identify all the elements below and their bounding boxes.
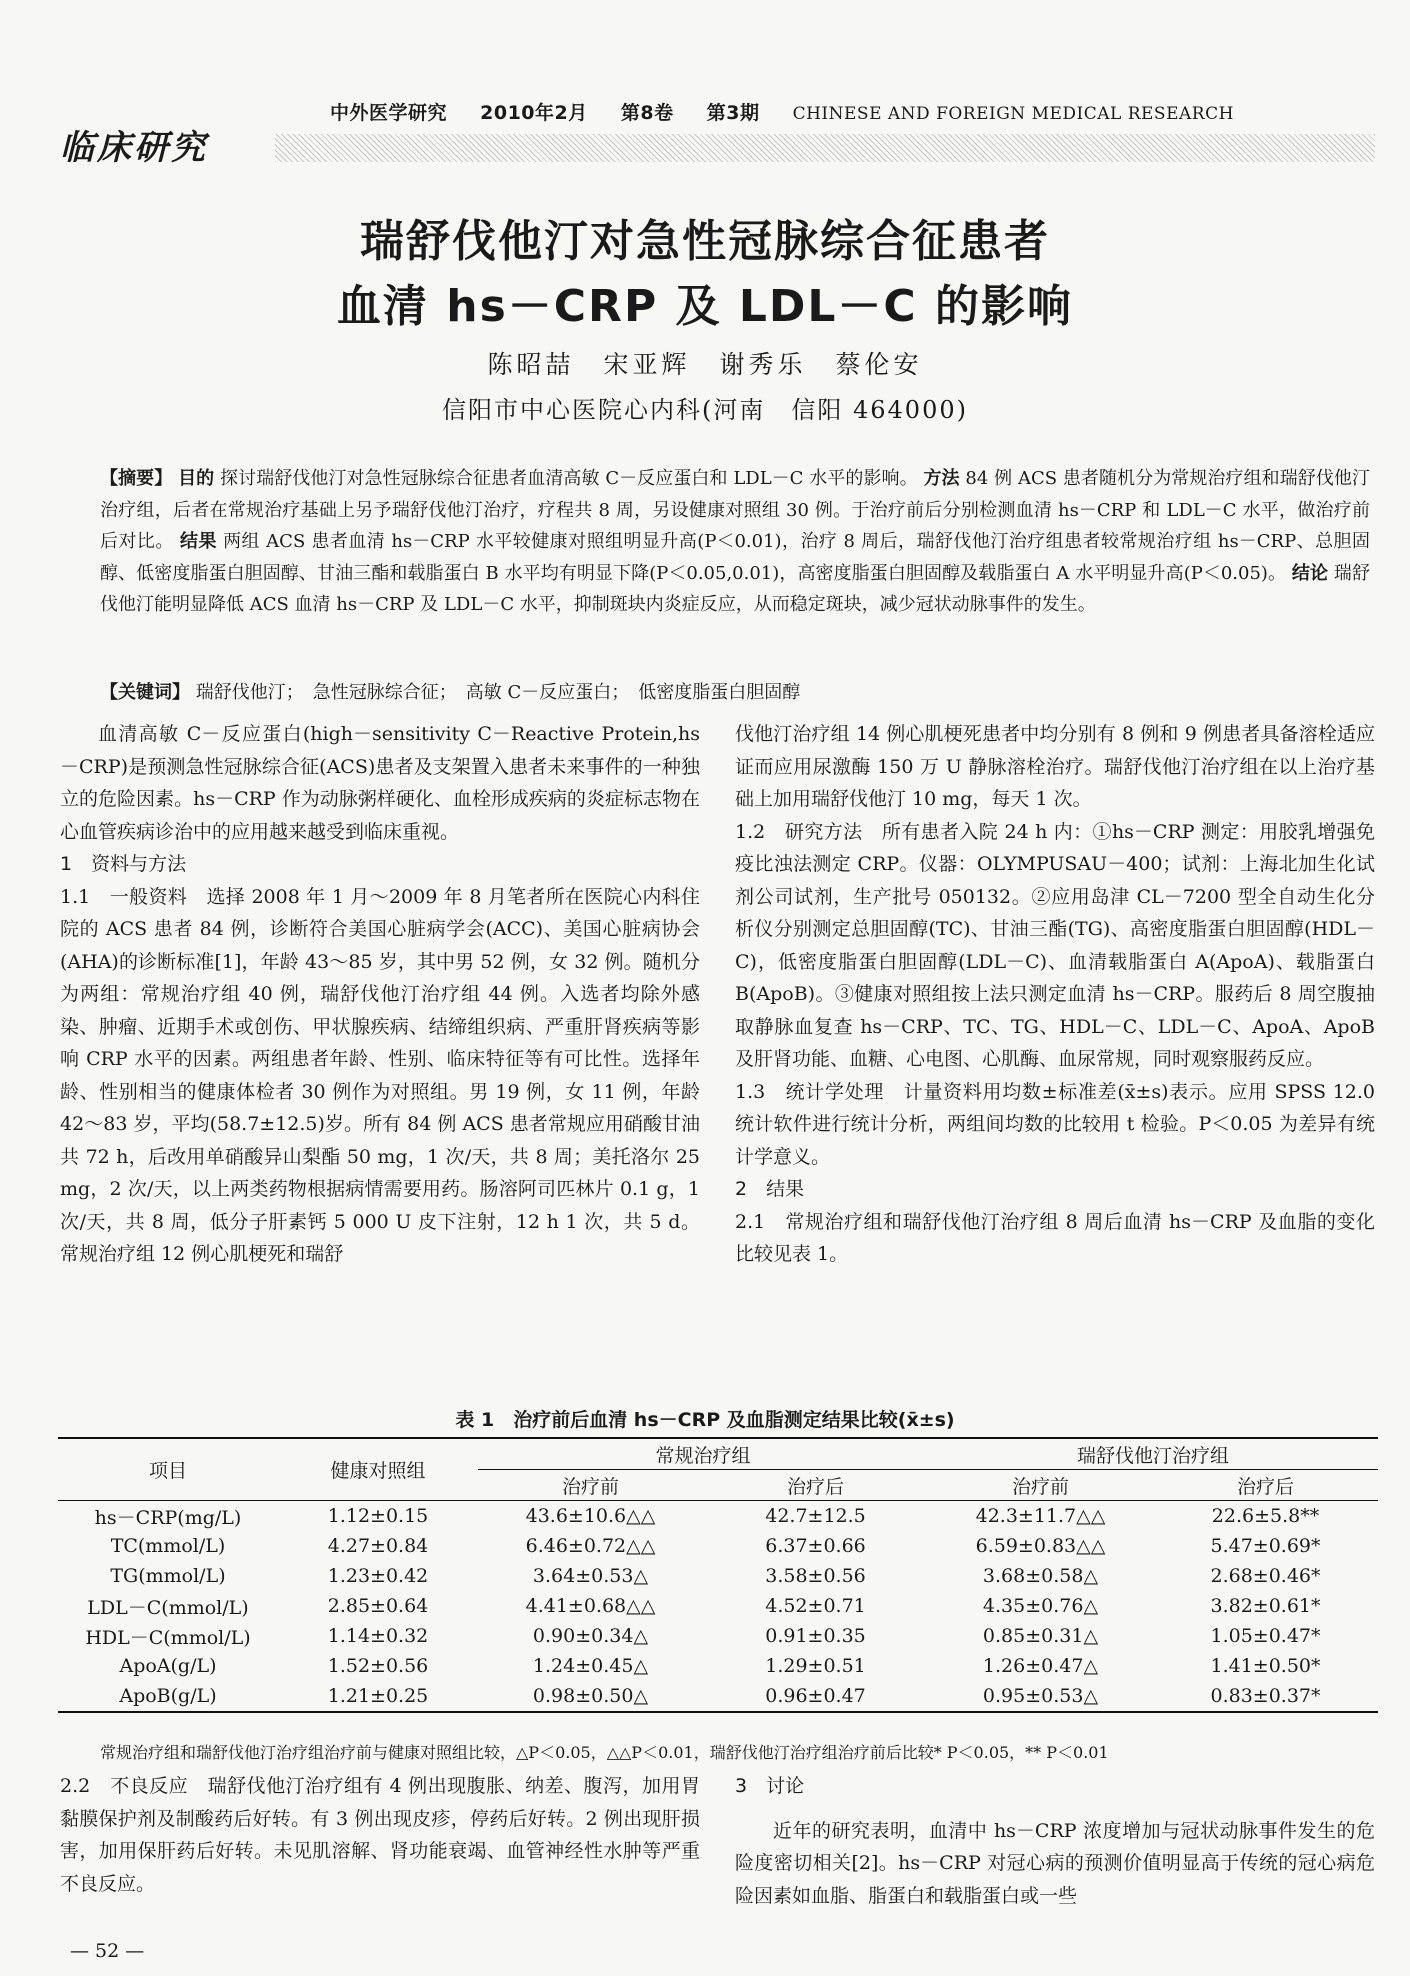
table-cell-g2a: 22.6±5.8** [1153, 1501, 1378, 1532]
header-control: 健康对照组 [278, 1438, 478, 1501]
conclusion-label: 结论 [1291, 562, 1329, 584]
section-heading-3: 3 讨论 [735, 1775, 805, 1797]
table-cell-g1b: 43.6±10.6△△ [478, 1501, 703, 1532]
table-cell-g2b: 3.68±0.58△ [982, 1565, 1099, 1587]
journal-name-en: CHINESE AND FOREIGN MEDICAL RESEARCH [792, 104, 1234, 124]
header-item: 项目 [58, 1438, 278, 1501]
table-cell-g1a: 1.29±0.51 [765, 1655, 866, 1677]
table-cell-g2b: 42.3±11.7△△ [928, 1501, 1153, 1532]
keywords-label: 【关键词】 [100, 682, 190, 703]
paragraph-2-1: 2.1 常规治疗组和瑞舒伐他汀治疗组 8 周后血清 hs－CRP 及血脂的变化比较见表 1。 [735, 1210, 1375, 1265]
table-cell-g1a: 0.96±0.47 [703, 1681, 928, 1712]
table-row [58, 1531, 1378, 1561]
header-group-rosuvastatin: 瑞舒伐他汀治疗组 [928, 1438, 1378, 1470]
keywords-text: 瑞舒伐他汀； 急性冠脉综合征； 高敏 C－反应蛋白； 低密度脂蛋白胆固醇 [195, 682, 801, 703]
table-cell-g2a: 5.47±0.69* [1210, 1535, 1321, 1557]
table-cell-ctrl: 4.27±0.84 [327, 1535, 429, 1557]
table-cell-item: HDL－C(mmol/L) [85, 1626, 251, 1649]
table-footnote: 常规治疗组和瑞舒伐他汀治疗组治疗前与健康对照组比较，△P＜0.05，△△P＜0.01，瑞舒伐他汀治疗组治疗前后比较* P＜0.05，** P＜0.01 [100, 1743, 1109, 1762]
table-row [58, 1681, 1378, 1712]
table-cell-g1b: 4.41±0.68△△ [525, 1595, 656, 1617]
table-cell-ctrl: 1.14±0.32 [327, 1625, 429, 1647]
table-row [58, 1501, 1378, 1532]
table-cell-g1b: 0.98±0.50△ [478, 1681, 703, 1712]
table-cell-g1a: 4.52±0.71 [765, 1595, 866, 1617]
table-cell-g2b: 0.85±0.31△ [982, 1625, 1099, 1647]
page-number: — 52 — [70, 1940, 145, 1962]
keywords [100, 677, 1370, 709]
table-cell-item: hs－CRP(mg/L) [58, 1501, 278, 1532]
title-line-2: 血清 hs－CRP 及 LDL－C 的影响 [336, 281, 1074, 332]
table-cell-g1b: 1.24±0.45△ [532, 1655, 649, 1677]
paragraph-1-3: 1.3 统计学处理 计量资料用均数±标准差(x̄±s)表示。应用 SPSS 12.0 统计软件进行统计分析，两组间均数的比较用 t 检验。P＜0.05 为差异有统计学意义。 [735, 1080, 1375, 1168]
issue-date: 2010年2月 [480, 102, 588, 124]
section-banner-hatch [275, 134, 1375, 162]
table-cell-g2a: 2.68±0.46* [1210, 1565, 1321, 1587]
table-title: 表 1 治疗前后血清 hs－CRP 及血脂测定结果比较(x̄±s) [455, 1409, 955, 1431]
journal-header [330, 98, 1260, 125]
method-text: 84 例 ACS 患者随机分为常规治疗组和瑞舒伐他汀治疗组，后者在常规治疗基础上另予瑞舒伐他汀治疗，疗程共 8 周，另设健康对照组 30 例。于治疗前后分别检测血清 hs－CRP 和 LDL－C 水平，做治疗前后对比。 [100, 468, 1371, 552]
table-cell-g1b: 0.90±0.34△ [532, 1625, 649, 1647]
purpose-text: 探讨瑞舒伐他汀对急性冠脉综合征患者血清高敏 C－反应蛋白和 LDL－C 水平的影响。 [220, 468, 918, 489]
table-cell-item: ApoA(g/L) [119, 1655, 217, 1677]
table-cell-ctrl: 2.85±0.64 [327, 1595, 429, 1617]
header-g2-before: 治疗前 [1011, 1475, 1069, 1498]
table-cell-g1a: 6.37±0.66 [765, 1535, 866, 1557]
header-g1-before: 治疗前 [561, 1475, 619, 1498]
table-cell-g1b: 6.46±0.72△△ [525, 1535, 656, 1557]
title-line-1: 瑞舒伐他汀对急性冠脉综合征患者 [360, 216, 1050, 267]
method-label: 方法 [923, 468, 960, 489]
header-g1-after: 治疗后 [786, 1475, 844, 1498]
table-cell-g2a: 1.05±0.47* [1210, 1625, 1321, 1647]
abstract-label: 【摘要】 [100, 468, 173, 489]
table-cell-item: LDL－C(mmol/L) [87, 1596, 249, 1619]
table-cell-g2a: 1.41±0.50* [1210, 1655, 1321, 1677]
table-cell-item: TG(mmol/L) [110, 1565, 226, 1587]
table-cell-g1a: 3.58±0.56 [765, 1565, 866, 1587]
paragraph-2-2: 2.2 不良反应 瑞舒伐他汀治疗组有 4 例出现腹胀、纳差、腹泻，加用胃黏膜保护剂及制酸药后好转。有 3 例出现皮疹，停药后好转。2 例出现肝损害，加用保肝药后好转。未见肌溶解、肾功能衰竭、血管神经性水肿等严重不良反应。 [60, 1775, 700, 1895]
section-heading-2: 2 结果 [735, 1178, 805, 1200]
result-text: 两组 ACS 患者血清 hs－CRP 水平较健康对照组明显升高(P＜0.01)，治疗 8 周后，瑞舒伐他汀治疗组患者较常规治疗组 hs－CRP、总胆固醇、低密度脂蛋白胆固醇、甘油三酯和载脂蛋白 B 水平均有明显下降(P＜0.05,0.01)，高密度脂蛋白胆固醇及载脂蛋白 A 水平明显升高(P＜0.05)。 [100, 531, 1370, 584]
issue: 第3期 [706, 102, 760, 124]
abstract [100, 463, 1370, 621]
discussion-paragraph: 近年的研究表明，血清中 hs－CRP 浓度增加与冠状动脉事件发生的危险度密切相关[2]。hs－CRP 对冠心病的预测价值明显高于传统的冠心病危险因素如血脂、脂蛋白和载脂蛋白或一些 [735, 1819, 1375, 1907]
table-cell-item: ApoB(g/L) [58, 1681, 278, 1712]
header-g2-after: 治疗后 [1236, 1475, 1294, 1498]
table-cell-g2b: 0.95±0.53△ [928, 1681, 1153, 1712]
table-cell-item: TC(mmol/L) [110, 1535, 226, 1557]
table-cell-ctrl: 1.52±0.56 [327, 1655, 429, 1677]
table-cell-g1a: 0.91±0.35 [765, 1625, 866, 1647]
bottom-right-column [735, 1770, 1375, 1912]
purpose-label: 目的 [178, 468, 215, 489]
affiliation: 信阳市中心医院心内科(河南 信阳 464000) [442, 396, 968, 424]
table-cell-g1a: 42.7±12.5 [703, 1501, 928, 1532]
table-row [58, 1561, 1378, 1591]
section-tag: 临床研究 [60, 128, 208, 168]
left-column [60, 718, 700, 1271]
right-column [735, 718, 1375, 1271]
table-cell-g2a: 3.82±0.61* [1210, 1595, 1321, 1617]
table-cell-g2b: 6.59±0.83△△ [975, 1535, 1106, 1557]
results-table [58, 1437, 1378, 1713]
table-cell-g1b: 3.64±0.53△ [532, 1565, 649, 1587]
table-row [58, 1621, 1378, 1651]
table-cell-ctrl: 1.12±0.15 [278, 1501, 478, 1532]
intro-paragraph: 血清高敏 C－反应蛋白(high－sensitivity C－Reactive Protein,hs－CRP)是预测急性冠脉综合征(ACS)患者及支架置入患者未来事件的一种独立的危险因素。hs－CRP 作为动脉粥样硬化、血栓形成疾病的炎症标志物在心血管疾病诊治中的应用越来越受到临床重视。 [60, 723, 700, 843]
table-cell-ctrl: 1.23±0.42 [327, 1565, 429, 1587]
table-cell-g2b: 4.35±0.76△ [982, 1595, 1099, 1617]
paragraph-1-2: 1.2 研究方法 所有患者入院 24 h 内：①hs－CRP 测定：用胶乳增强免疫比浊法测定 CRP。仪器：OLYMPUSAU－400；试剂：上海北加生化试剂公司试剂，生产批号 050132。②应用岛津 CL－7200 型全自动生化分析仪分别测定总胆固醇(TC)、甘油三酯(TG)、高密度脂蛋白胆固醇(HDL－C)，低密度脂蛋白胆固醇(LDL－C)、血清载脂蛋白 A(ApoA)、载脂蛋白 B(ApoB)。③健康对照组按上法只测定血清 hs－CRP。服药后 8 周空腹抽取静脉血复查 hs－CRP、TC、TG、HDL－C、LDL－C、ApoA、ApoB 及肝肾功能、血糖、心电图、心肌酶、血尿常规，同时观察服药反应。 [735, 820, 1375, 1070]
table-row [58, 1591, 1378, 1621]
paragraph-1-1-continued: 伐他汀治疗组 14 例心肌梗死患者中均分别有 8 例和 9 例患者具备溶栓适应证而应用尿激酶 150 万 U 静脉溶栓治疗。瑞舒伐他汀治疗组在以上治疗基础上加用瑞舒伐他汀 10 mg，每天 1 次。 [735, 723, 1375, 810]
table-cell-g2a: 0.83±0.37* [1153, 1681, 1378, 1712]
section-heading-1: 1 资料与方法 [60, 853, 187, 875]
authors: 陈昭喆 宋亚辉 谢秀乐 蔡伦安 [487, 350, 923, 379]
paragraph-1-1: 1.1 一般资料 选择 2008 年 1 月～2009 年 8 月笔者所在医院心内科住院的 ACS 患者 84 例，诊断符合美国心脏病学会(ACC)、美国心脏病协会(AHA)的诊断标准[1]，年龄 43～85 岁，其中男 52 例，女 32 例。随机分为两组：常规治疗组 40 例，瑞舒伐他汀治疗组 44 例。入选者均除外感染、肿瘤、近期手术或创伤、甲状腺疾病、结缔组织病、严重肝肾疾病等影响 CRP 水平的因素。两组患者年龄、性别、临床特征等有可比性。选择年龄、性别相当的健康体检者 30 例作为对照组。男 19 例，女 11 例，年龄 42～83 岁，平均(58.7±12.5)岁。所有 84 例 ACS 患者常规应用硝酸甘油共 72 h，后改用单硝酸异山梨酯 50 mg，1 次/天，共 8 周；美托洛尔 25 mg，2 次/天，以上两类药物根据病情需要用药。肠溶阿司匹林片 0.1 g，1 次/天，共 8 周，低分子肝素钙 5 000 U 皮下注射，12 h 1 次，共 5 d。常规治疗组 12 例心肌梗死和瑞舒 [60, 885, 700, 1265]
conclusion-text: 瑞舒伐他汀能明显降低 ACS 血清 hs－CRP 及 LDL－C 水平，抑制斑块内炎症反应，从而稳定斑块，减少冠状动脉事件的发生。 [100, 562, 1370, 615]
header-group-conventional: 常规治疗组 [478, 1438, 928, 1470]
result-label: 结果 [180, 531, 217, 552]
bottom-left-column [60, 1770, 700, 1900]
table-cell-g2b: 1.26±0.47△ [982, 1655, 1099, 1677]
journal-name-cn: 中外医学研究 [330, 102, 448, 124]
volume: 第8卷 [620, 102, 674, 124]
table-cell-ctrl: 1.21±0.25 [278, 1681, 478, 1712]
table-row [58, 1651, 1378, 1681]
